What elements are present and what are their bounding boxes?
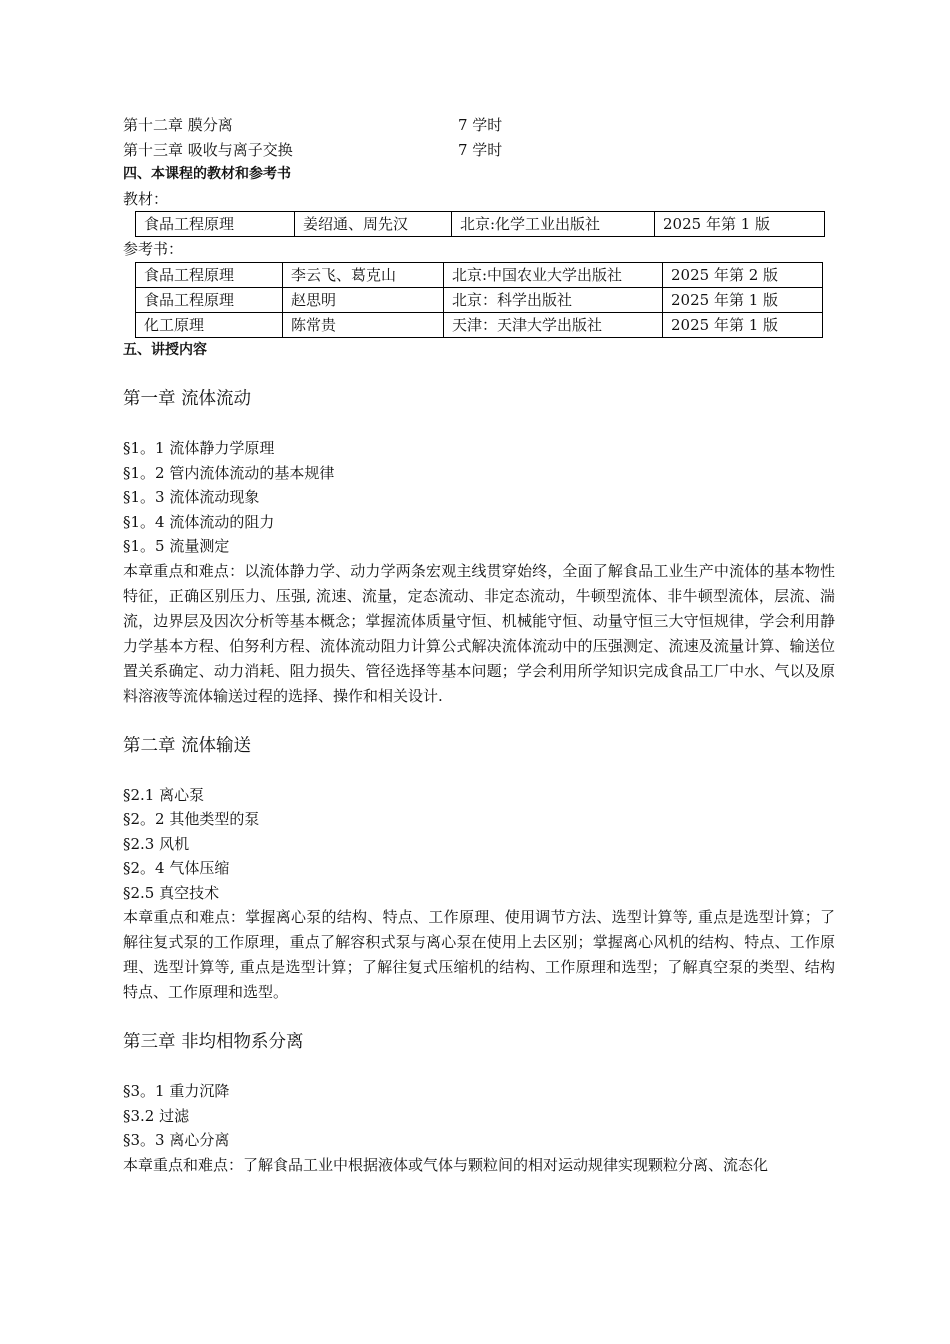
schedule-row [123,113,835,138]
chapter-key-points: 本章重点和难点：以流体静力学、动力学两条宏观主线贯穿始终，全面了解食品工业生产中流体的基本物性特征，正确区别压力、压强, 流速、流量，定态流动、非定态流动，牛顿型流体、非牛顿型流体，层流、湍流，边界层及因次分析等基本概念；掌握流体质量守恒、机械能守恒、动量守恒三大守恒规律，学会利用静力学基本方程、伯努利方程、流体流动阻力计算公式解决流体流动中的压强测定、流速及流量计算、输送位置关系确定、动力消耗、阻力损失、管径选择等基本问题；学会利用所学知识完成食品工厂中水、气以及原料溶液等流体输送过程的选择、操作和相关设计. [123,561,835,705]
section-heading-textbooks: 四、本课程的教材和参考书 [123,166,291,182]
book-title-cell: 食品工程原理 [136,212,295,237]
reference-table [135,262,823,338]
textbook-table [135,211,825,237]
book-title-cell: 食品工程原理 [136,262,283,287]
book-edition-cell: 2025 年第 1 版 [655,212,825,237]
book-publisher-cell: 北京:中国农业大学出版社 [444,262,663,287]
book-publisher-cell: 北京：科学出版社 [444,287,663,312]
book-publisher-cell: 北京:化学工业出版社 [452,212,655,237]
reference-label: 参考书： [123,240,184,258]
book-author-cell: 李云飞、葛克山 [283,262,444,287]
section-item: §1。5 流量测定 [123,537,230,555]
book-publisher-cell: 天津：天津大学出版社 [444,312,663,337]
schedule-chapter: 第十三章 吸收与离子交换 [123,140,293,159]
book-author-cell: 赵思明 [283,287,444,312]
table-row [136,262,823,287]
section-item: §3。3 离心分离 [123,1131,230,1149]
textbook-label: 教材： [123,189,169,208]
schedule-chapter: 第十二章 膜分离 [123,116,233,134]
section-item: §2。4 气体压缩 [123,859,230,877]
section-item: §1。4 流体流动的阻力 [123,512,275,531]
document-page [123,113,835,1178]
table-row [136,212,825,237]
schedule-row [123,138,835,163]
table-row [136,287,823,312]
book-author-cell: 姜绍通、周先汉 [295,212,452,237]
schedule-hours: 7 学时 [458,140,503,159]
chapter-key-points: 本章重点和难点：了解食品工业中根据液体或气体与颗粒间的相对运动规律实现颗粒分离、流态化 [123,1155,769,1174]
chapter-title: 第三章 非均相物系分离 [123,1032,304,1052]
chapter-title: 第一章 流体流动 [123,389,252,409]
chapter-title: 第二章 流体输送 [123,735,252,756]
book-author-cell: 陈常贵 [283,312,444,337]
schedule-hours: 7 学时 [458,116,503,134]
section-item: §2.1 离心泵 [123,785,205,804]
section-item: §2.5 真空技术 [123,883,220,902]
section-item: §1。1 流体静力学原理 [123,439,275,457]
book-edition-cell: 2025 年第 2 版 [663,262,823,287]
section-heading-content: 五、讲授内容 [123,341,207,358]
section-item: §3.2 过滤 [123,1106,190,1125]
section-item: §1。3 流体流动现象 [123,488,260,506]
table-row [136,312,823,337]
book-edition-cell: 2025 年第 1 版 [663,312,823,337]
chapter-key-points: 本章重点和难点：掌握离心泵的结构、特点、工作原理、使用调节方法、选型计算等, 重点是选型计算；了解往复式泵的工作原理，重点了解容积式泵与离心泵在使用上去区别；掌握离心风机的结构、特点、工作原理、选型计算等, 重点是选型计算；了解往复式压缩机的结构、工作原理和选型；了解真空泵的类型、结构特点、工作原理和选型。 [123,908,835,1001]
section-item: §2.3 风机 [123,834,190,853]
section-item: §2。2 其他类型的泵 [123,810,260,828]
section-item: §1。2 管内流体流动的基本规律 [123,463,335,482]
book-title-cell: 食品工程原理 [136,287,283,312]
section-item: §3。1 重力沉降 [123,1082,230,1100]
book-title-cell: 化工原理 [136,312,283,337]
book-edition-cell: 2025 年第 1 版 [663,287,823,312]
